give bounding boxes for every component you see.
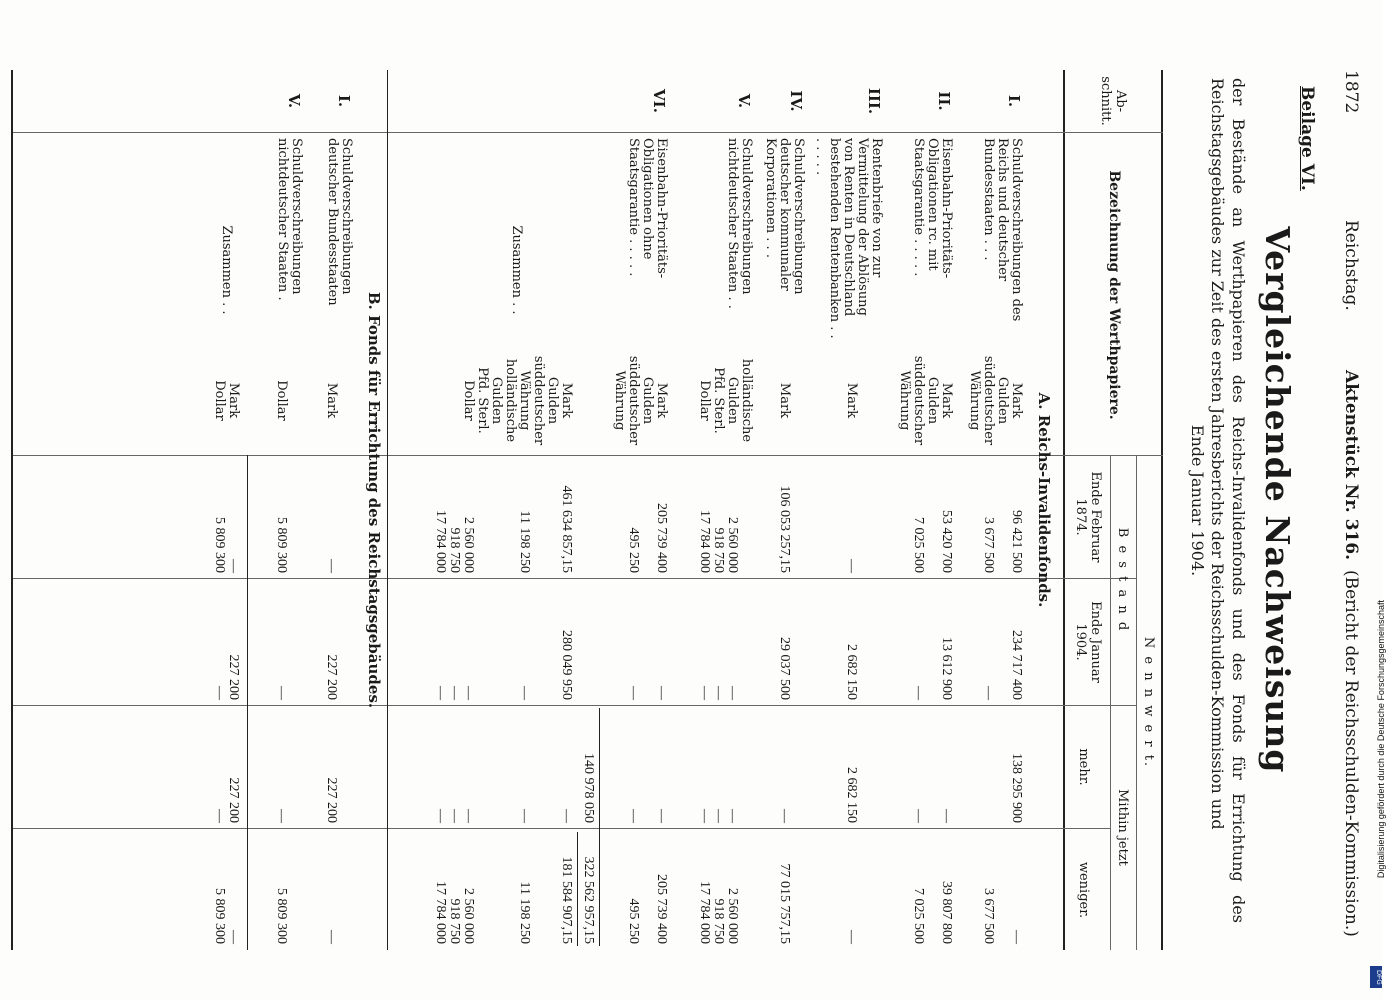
currency-label: Mark <box>226 382 241 419</box>
header-document-ref: Aktenstück Nr. 316. <box>1341 370 1361 561</box>
page-number: 1872 <box>1341 70 1361 114</box>
nennwert-sub-rule <box>1136 455 1137 950</box>
row-roman: V. <box>285 93 303 109</box>
cell-b1904: — — <box>626 686 669 700</box>
header-abschnitt: Ab- schnitt. <box>1098 76 1128 126</box>
cell-b1874: — <box>324 559 339 573</box>
section-b-total-rule <box>247 455 248 950</box>
total-label: Zusammen . . <box>219 225 234 315</box>
currency-label: süddeutscher <box>531 355 546 446</box>
currency-label: holländische <box>739 358 754 443</box>
cell-b1904: 280 049 950 — — — — <box>433 630 574 700</box>
currency-label: Mark <box>939 382 954 419</box>
row-desc: Schuldverschreibungen nichtdeutscher Staaten . <box>275 138 304 301</box>
col-rule-4 <box>13 705 1137 706</box>
currency-label: Dollar <box>274 380 289 421</box>
header-mithin: Mithin jetzt <box>1115 789 1130 866</box>
currency-label: Währung <box>967 370 982 431</box>
row-currency <box>212 348 240 453</box>
page-header <box>1335 70 1361 950</box>
document-title: Vergleichende Nachweisung <box>1258 226 1297 774</box>
cell-b1904: — <box>274 686 289 700</box>
cell-weniger: — <box>324 930 339 944</box>
cell-b1874: 96 421 500 3 677 500 <box>981 510 1024 573</box>
cell-b1874: 53 420 700 7 025 500 <box>911 510 954 573</box>
appendix-label: Beilage VI. <box>1297 86 1317 191</box>
currency-label: Mark <box>324 382 339 419</box>
cell-mehr: — — <box>911 809 954 823</box>
currency-label: Pfd. Sterl. <box>475 367 490 434</box>
cell-mehr: 2 682 150 <box>844 767 859 823</box>
cell-b1874: — <box>844 559 859 573</box>
currency-label: Mark <box>654 382 669 419</box>
row-desc: Schuldverschreibungen deutscher kommunaler Korporationen . . . <box>763 138 806 295</box>
row-currency <box>461 348 573 453</box>
header-nennwert: N e n n w e r t. <box>1141 636 1156 769</box>
table-bottom-rule <box>11 70 13 950</box>
cell-b1874: 5 809 300 <box>274 517 289 573</box>
cell-mehr: — — — — — <box>433 809 574 823</box>
header-bestand: B e s t a n d <box>1115 527 1130 633</box>
row-desc: Schuldverschreibungen des Reichs und deutscher Bundesstaaten . . . <box>981 138 1024 322</box>
row-currency <box>697 348 753 453</box>
digitization-note: Digitalisierung gefördert durch die Deutsche Forschungsgemeinschaft <box>1376 600 1386 879</box>
cell-weniger: — <box>844 930 859 944</box>
cell-b1904: 227 200 <box>324 654 339 700</box>
cell-mehr: 138 295 900 <box>1009 753 1024 823</box>
header-source: Reichstag. <box>1341 220 1361 311</box>
currency-label: süddeutscher <box>626 355 641 446</box>
col-rule-1 <box>13 132 1163 133</box>
currency-label: Gulden <box>995 376 1010 425</box>
currency-label: Währung <box>517 370 532 431</box>
subtotal-mehr: 140 978 050 <box>581 753 596 823</box>
currency-label: holländische <box>503 358 518 443</box>
row-roman: I. <box>1005 94 1023 108</box>
cell-weniger: 2 560 000 918 750 17 784 000 <box>697 881 740 944</box>
row-roman: V. <box>735 93 753 109</box>
cell-b1874: — 5 809 300 <box>212 517 241 573</box>
col-rule-2 <box>13 455 1163 456</box>
row-roman: III. <box>865 87 883 115</box>
row-roman: VI. <box>650 89 668 113</box>
row-desc: Schuldverschreibungen deutscher Bundesstaaten <box>325 138 354 306</box>
cell-weniger: — 5 809 300 <box>212 888 241 944</box>
row-roman: I. <box>335 94 353 108</box>
cell-mehr: 227 200 <box>324 777 339 823</box>
currency-label: süddeutscher <box>981 355 996 446</box>
row-currency <box>612 348 668 453</box>
cell-weniger: 181 584 907,15 11 198 250 2 560 000 918 750 17 784 000 <box>433 856 574 944</box>
subtotal-weniger: 322 562 957,15 <box>581 856 596 944</box>
header-bestand-1904: Ende Januar 1904. <box>1073 601 1103 683</box>
currency-label: Dollar <box>697 380 712 421</box>
cell-weniger: 5 809 300 <box>274 888 289 944</box>
row-roman: IV. <box>787 90 805 112</box>
cell-b1874: 106 053 257,15 <box>777 485 792 573</box>
currency-label: Mark <box>844 382 859 419</box>
row-desc: Eisenbahn-Prioritäts-Obligationen ohne Staatsgarantie . . . . . <box>626 138 669 279</box>
cell-b1904: 13 612 900 — <box>911 637 954 700</box>
table-top-rule <box>1161 70 1163 950</box>
subtitle-date: Ende Januar 1904. <box>1188 424 1207 577</box>
row-roman: II. <box>935 91 953 111</box>
cell-weniger: 39 807 800 7 025 500 <box>911 881 954 944</box>
currency-label: süddeutscher <box>911 355 926 446</box>
currency-label: Gulden <box>725 376 740 425</box>
row-currency <box>967 348 1023 453</box>
cell-weniger: — 3 677 500 <box>981 888 1024 944</box>
subtotal-weniger-rule <box>577 832 578 946</box>
section-a-title: A. Reichs-Invalidenfonds. <box>1035 392 1053 608</box>
currency-label: Mark <box>1009 382 1024 419</box>
subtotal-rule <box>599 708 600 946</box>
cell-b1874: 205 739 400 495 250 <box>626 503 669 573</box>
header-weniger: weniger. <box>1076 861 1091 919</box>
currency-label: Währung <box>612 370 627 431</box>
cell-b1904: — — — <box>697 686 740 700</box>
cell-b1874: 461 634 857,15 11 198 250 2 560 000 918 750 17 784 000 <box>433 485 574 573</box>
currency-label: Mark <box>777 382 792 419</box>
col-rule-3 <box>13 578 1137 579</box>
cell-mehr: — <box>274 809 289 823</box>
cell-b1904: 29 037 500 <box>777 637 792 700</box>
cell-weniger: 205 739 400 495 250 <box>626 874 669 944</box>
cell-mehr: — — <box>626 809 669 823</box>
bestand-sub-rule <box>1110 455 1111 705</box>
section-b-title: B. Fonds für Errichtung des Reichstagsgebäudes. <box>365 291 383 709</box>
row-desc: Eisenbahn-Prioritäts-Obligationen rc. mit Staatsgarantie . . . . . <box>911 138 954 279</box>
cell-b1904: 2 682 150 <box>844 644 859 700</box>
currency-label: Pfd. Sterl. <box>711 367 726 434</box>
currency-label: Gulden <box>925 376 940 425</box>
subtitle: der Bestände an Werthpapieren des Reichs-Invalidenfonds und des Fonds für Errichtung des Reichstagsgebäudes zur Zeit des ersten Jahresberichts der Reichsschulden-Kommission und <box>1208 78 1248 923</box>
cell-b1904: 227 200 — <box>212 654 241 700</box>
row-desc: Schuldverschreibungen nichtdeutscher Staaten . . <box>725 138 754 309</box>
currency-label: Währung <box>897 370 912 431</box>
section-b-rule <box>387 70 388 950</box>
dfg-logo: DFG <box>1370 966 1382 988</box>
currency-label: Dollar <box>212 380 227 421</box>
currency-label: Mark <box>559 382 574 419</box>
table-head-rule <box>1063 70 1065 950</box>
cell-b1904: 234 717 400 — <box>981 630 1024 700</box>
currency-label: Gulden <box>545 376 560 425</box>
cell-weniger: 77 015 757,15 <box>777 863 792 944</box>
currency-label: Gulden <box>489 376 504 425</box>
row-currency <box>897 348 953 453</box>
cell-mehr: — — — <box>697 809 740 823</box>
currency-label: Gulden <box>640 376 655 425</box>
total-label: Zusammen . . <box>509 225 524 315</box>
cell-mehr: — <box>777 809 792 823</box>
cell-mehr: 227 200 — <box>212 777 241 823</box>
header-bezeichnung: Bezeichnung der Werthpapiere. <box>1106 170 1122 420</box>
currency-label: Dollar <box>461 380 476 421</box>
cell-b1874: 2 560 000 918 750 17 784 000 <box>697 510 740 573</box>
header-report: (Bericht der Reichsschulden-Kommission.) <box>1341 570 1361 937</box>
header-bestand-1874: Ende Februar 1874. <box>1073 471 1103 563</box>
row-desc: Rentenbriefe von zur Vermittelung der Ablösung von Renten in Deutschland bestehenden Rentenbanken . . . . . . . <box>813 138 884 339</box>
header-mehr: mehr. <box>1076 748 1091 786</box>
col-rule-5 <box>13 828 1111 829</box>
